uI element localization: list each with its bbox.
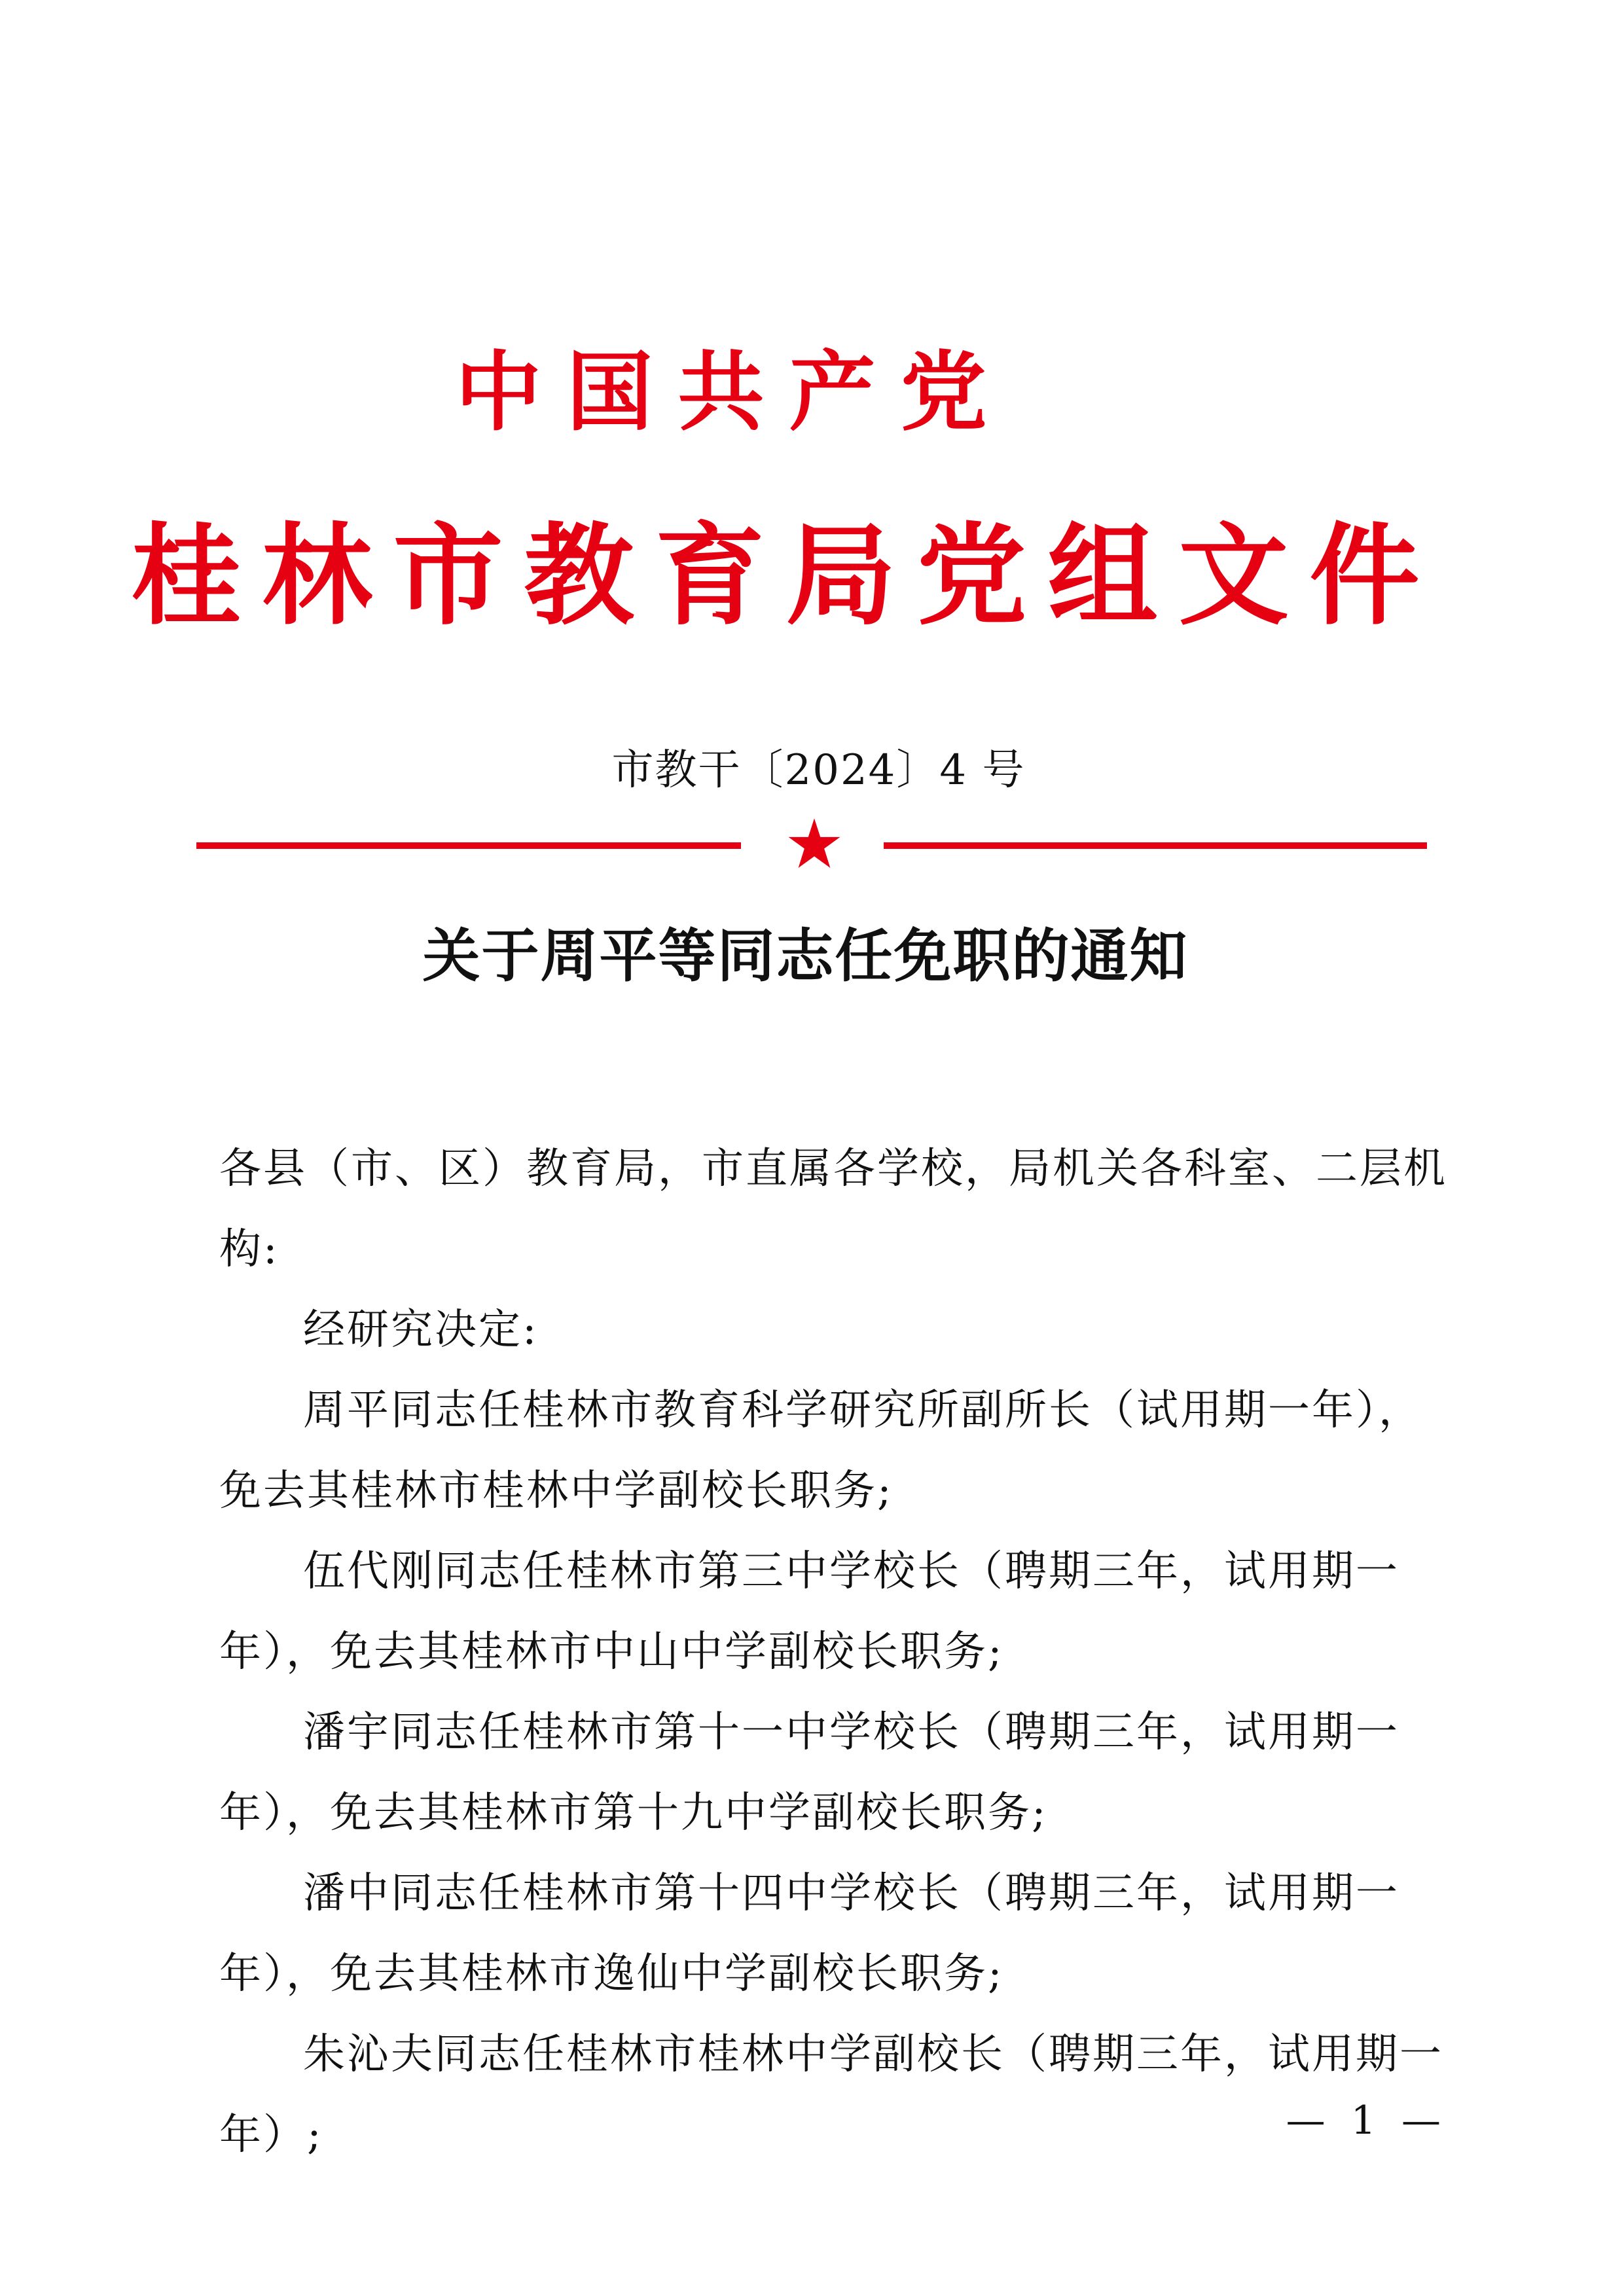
- body-paragraph: 朱沁夫同志任桂林市桂林中学副校长（聘期三年，试用期一年）;: [219, 2030, 1443, 2159]
- body-paragraph: 伍代刚同志任桂林市第三中学校长（聘期三年，试用期一年），免去其桂林市中山中学副校长职务;: [219, 1547, 1399, 1676]
- page-number: — 1 —: [1286, 2098, 1447, 2144]
- red-divider: [196, 808, 1427, 887]
- body-paragraph: 经研究决定:: [303, 1306, 539, 1354]
- notice-body: [219, 1129, 1456, 2176]
- notice-title: 关于周平等同志任免职的通知: [422, 922, 1189, 990]
- body-paragraph: 潘宇同志任桂林市第十一中学校长（聘期三年，试用期一年），免去其桂林市第十九中学副校长职务;: [219, 1708, 1399, 1837]
- document-number: 市教干〔2024〕4 号: [611, 746, 1026, 795]
- issuing-org-line: 中国共产党: [455, 342, 1012, 443]
- document-type-heading: 桂林市教育局党组文件: [131, 512, 1441, 640]
- divider-line-right: [884, 842, 1427, 849]
- body-paragraph: 潘中同志任桂林市第十四中学校长（聘期三年，试用期一年），免去其桂林市逸仙中学副校长职务;: [219, 1869, 1399, 1998]
- addressee-line: 各县（市、区）教育局，市直属各学校，局机关各科室、二层机构:: [219, 1145, 1447, 1274]
- body-paragraph: 周平同志任桂林市教育科学研究所副所长（试用期一年），免去其桂林市桂林中学副校长职务;: [219, 1386, 1422, 1515]
- divider-line-left: [196, 842, 741, 849]
- star-icon: [787, 816, 842, 871]
